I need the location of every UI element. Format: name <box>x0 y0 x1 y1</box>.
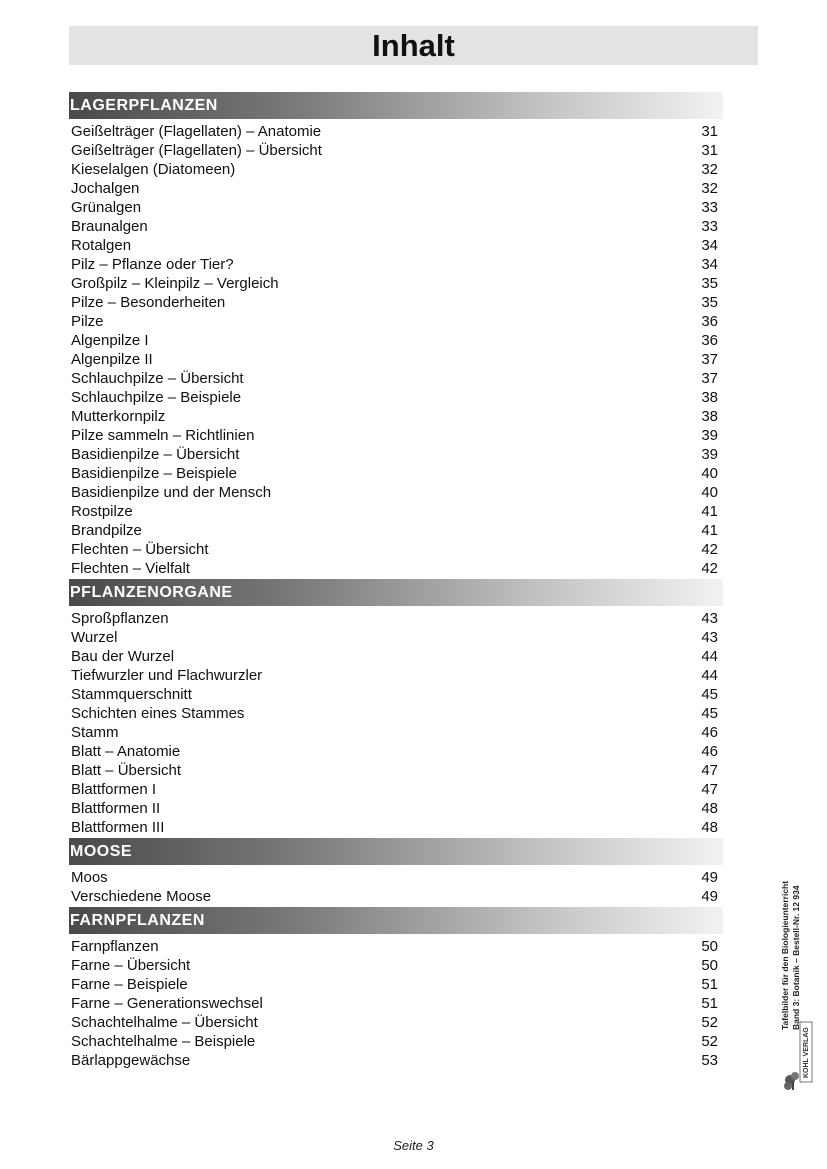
toc-entry <box>69 540 723 559</box>
toc-entry <box>69 956 723 975</box>
section-heading: MOOSE <box>69 838 723 865</box>
entry-title: Farne – Generationswechsel <box>71 995 263 1012</box>
toc-entry <box>69 609 723 628</box>
toc-entry <box>69 312 723 331</box>
entry-page-number: 43 <box>701 610 718 627</box>
toc-entry <box>69 559 723 578</box>
toc-entry <box>69 445 723 464</box>
toc-entry <box>69 975 723 994</box>
entry-title: Blatt – Anatomie <box>71 743 181 760</box>
entry-title: Jochalgen <box>71 180 140 197</box>
entry-title: Bau der Wurzel <box>71 648 175 665</box>
toc-entry <box>69 868 723 887</box>
toc-entry <box>69 388 723 407</box>
entry-page-number: 52 <box>701 1014 718 1031</box>
entry-list <box>69 606 723 838</box>
entry-title: Algenpilze II <box>71 351 153 368</box>
toc-section <box>69 579 723 838</box>
entry-title: Farnpflanzen <box>71 938 159 955</box>
entry-page-number: 31 <box>701 142 718 159</box>
entry-title: Wurzel <box>71 629 118 646</box>
toc-entry <box>69 742 723 761</box>
toc-entry <box>69 426 723 445</box>
entry-page-number: 32 <box>701 161 718 178</box>
page-title: Inhalt <box>69 26 758 65</box>
entry-title: Pilze <box>71 313 104 330</box>
entry-title: Pilze – Besonderheiten <box>71 294 226 311</box>
toc-entry <box>69 141 723 160</box>
entry-page-number: 50 <box>701 938 718 955</box>
entry-title: Schlauchpilze – Übersicht <box>71 370 244 387</box>
entry-page-number: 48 <box>701 800 718 817</box>
entry-title: Geißelträger (Flagellaten) – Übersicht <box>71 142 322 159</box>
entry-title: Algenpilze I <box>71 332 149 349</box>
toc-entry <box>69 666 723 685</box>
publisher-name: KOHL VERLAG <box>803 1027 810 1078</box>
toc-entry <box>69 723 723 742</box>
toc-entry <box>69 331 723 350</box>
toc-entry <box>69 761 723 780</box>
entry-list <box>69 119 723 579</box>
toc-entry <box>69 198 723 217</box>
toc-entry <box>69 502 723 521</box>
entry-page-number: 42 <box>701 541 718 558</box>
entry-title: Geißelträger (Flagellaten) – Anatomie <box>71 123 322 140</box>
toc-entry <box>69 464 723 483</box>
entry-title: Flechten – Übersicht <box>71 541 209 558</box>
entry-title: Rostpilze <box>71 503 133 520</box>
toc-entry <box>69 1051 723 1070</box>
entry-page-number: 42 <box>701 560 718 577</box>
entry-title: Blattformen I <box>71 781 157 798</box>
table-of-contents <box>69 92 723 1071</box>
entry-title: Verschiedene Moose <box>71 888 212 905</box>
section-heading: PFLANZENORGANE <box>69 579 723 606</box>
entry-page-number: 39 <box>701 427 718 444</box>
toc-entry <box>69 685 723 704</box>
toc-entry <box>69 483 723 502</box>
toc-entry <box>69 994 723 1013</box>
toc-entry <box>69 628 723 647</box>
entry-page-number: 49 <box>701 888 718 905</box>
toc-entry <box>69 1032 723 1051</box>
entry-title: Moos <box>71 869 108 886</box>
entry-title: Stamm <box>71 724 119 741</box>
entry-page-number: 46 <box>701 743 718 760</box>
entry-title: Blattformen II <box>71 800 161 817</box>
entry-page-number: 52 <box>701 1033 718 1050</box>
entry-title: Schachtelhalme – Übersicht <box>71 1014 258 1031</box>
entry-page-number: 40 <box>701 465 718 482</box>
entry-page-number: 45 <box>701 686 718 703</box>
entry-title: Brandpilze <box>71 522 142 539</box>
entry-title: Braunalgen <box>71 218 148 235</box>
entry-title: Blatt – Übersicht <box>71 762 182 779</box>
entry-page-number: 41 <box>701 522 718 539</box>
entry-page-number: 35 <box>701 275 718 292</box>
entry-page-number: 37 <box>701 370 718 387</box>
entry-title: Flechten – Vielfalt <box>71 560 190 577</box>
entry-page-number: 36 <box>701 313 718 330</box>
entry-page-number: 33 <box>701 218 718 235</box>
entry-title: Basidienpilze – Übersicht <box>71 446 240 463</box>
entry-page-number: 43 <box>701 629 718 646</box>
toc-entry <box>69 350 723 369</box>
toc-entry <box>69 1013 723 1032</box>
series-title: Tafelbilder für den Biologieunterricht <box>780 880 790 1030</box>
entry-title: Sproßpflanzen <box>71 610 169 627</box>
entry-page-number: 38 <box>701 389 718 406</box>
entry-page-number: 31 <box>701 123 718 140</box>
toc-entry <box>69 236 723 255</box>
entry-page-number: 48 <box>701 819 718 836</box>
entry-page-number: 49 <box>701 869 718 886</box>
entry-page-number: 39 <box>701 446 718 463</box>
entry-title: Schlauchpilze – Beispiele <box>71 389 242 406</box>
entry-page-number: 47 <box>701 781 718 798</box>
entry-page-number: 46 <box>701 724 718 741</box>
entry-page-number: 51 <box>701 976 718 993</box>
toc-entry <box>69 293 723 312</box>
entry-list <box>69 865 723 907</box>
entry-title: Schachtelhalme – Beispiele <box>71 1033 256 1050</box>
entry-list <box>69 934 723 1071</box>
entry-page-number: 32 <box>701 180 718 197</box>
toc-entry <box>69 160 723 179</box>
entry-page-number: 33 <box>701 199 718 216</box>
entry-title: Kieselalgen (Diatomeen) <box>71 161 236 178</box>
toc-entry <box>69 521 723 540</box>
toc-section <box>69 838 723 907</box>
entry-title: Farne – Übersicht <box>71 957 191 974</box>
entry-page-number: 37 <box>701 351 718 368</box>
toc-section <box>69 907 723 1071</box>
toc-entry <box>69 704 723 723</box>
entry-page-number: 41 <box>701 503 718 520</box>
entry-title: Mutterkornpilz <box>71 408 166 425</box>
entry-title: Bärlappgewächse <box>71 1052 191 1069</box>
entry-page-number: 47 <box>701 762 718 779</box>
toc-entry <box>69 937 723 956</box>
toc-entry <box>69 217 723 236</box>
volume-info: Band 3: Botanik – Bestell-Nr. 12 934 <box>791 885 801 1030</box>
entry-page-number: 53 <box>701 1052 718 1069</box>
toc-section <box>69 92 723 579</box>
entry-page-number: 40 <box>701 484 718 501</box>
toc-entry <box>69 647 723 666</box>
toc-entry <box>69 255 723 274</box>
entry-title: Tiefwurzler und Flachwurzler <box>71 667 263 684</box>
entry-page-number: 34 <box>701 237 718 254</box>
toc-entry <box>69 369 723 388</box>
entry-title: Blattformen III <box>71 819 165 836</box>
toc-entry <box>69 179 723 198</box>
entry-title: Rotalgen <box>71 237 132 254</box>
toc-entry <box>69 274 723 293</box>
toc-entry <box>69 887 723 906</box>
entry-title: Großpilz – Kleinpilz – Vergleich <box>71 275 279 292</box>
entry-page-number: 44 <box>701 648 718 665</box>
entry-page-number: 51 <box>701 995 718 1012</box>
section-heading: LAGERPFLANZEN <box>69 92 723 119</box>
entry-title: Basidienpilze und der Mensch <box>71 484 272 501</box>
entry-title: Stammquerschnitt <box>71 686 192 703</box>
publisher-logo <box>782 1020 816 1092</box>
entry-page-number: 36 <box>701 332 718 349</box>
toc-entry <box>69 818 723 837</box>
entry-page-number: 35 <box>701 294 718 311</box>
page-number: Seite 3 <box>393 1138 434 1153</box>
entry-title: Grünalgen <box>71 199 142 216</box>
entry-page-number: 34 <box>701 256 718 273</box>
toc-entry <box>69 799 723 818</box>
entry-page-number: 45 <box>701 705 718 722</box>
entry-page-number: 44 <box>701 667 718 684</box>
entry-title: Farne – Beispiele <box>71 976 188 993</box>
entry-title: Schichten eines Stammes <box>71 705 245 722</box>
toc-entry <box>69 407 723 426</box>
entry-page-number: 50 <box>701 957 718 974</box>
entry-title: Pilze sammeln – Richtlinien <box>71 427 255 444</box>
entry-page-number: 38 <box>701 408 718 425</box>
section-heading: FARNPFLANZEN <box>69 907 723 934</box>
toc-entry <box>69 122 723 141</box>
entry-title: Pilz – Pflanze oder Tier? <box>71 256 234 273</box>
toc-entry <box>69 780 723 799</box>
entry-title: Basidienpilze – Beispiele <box>71 465 237 482</box>
